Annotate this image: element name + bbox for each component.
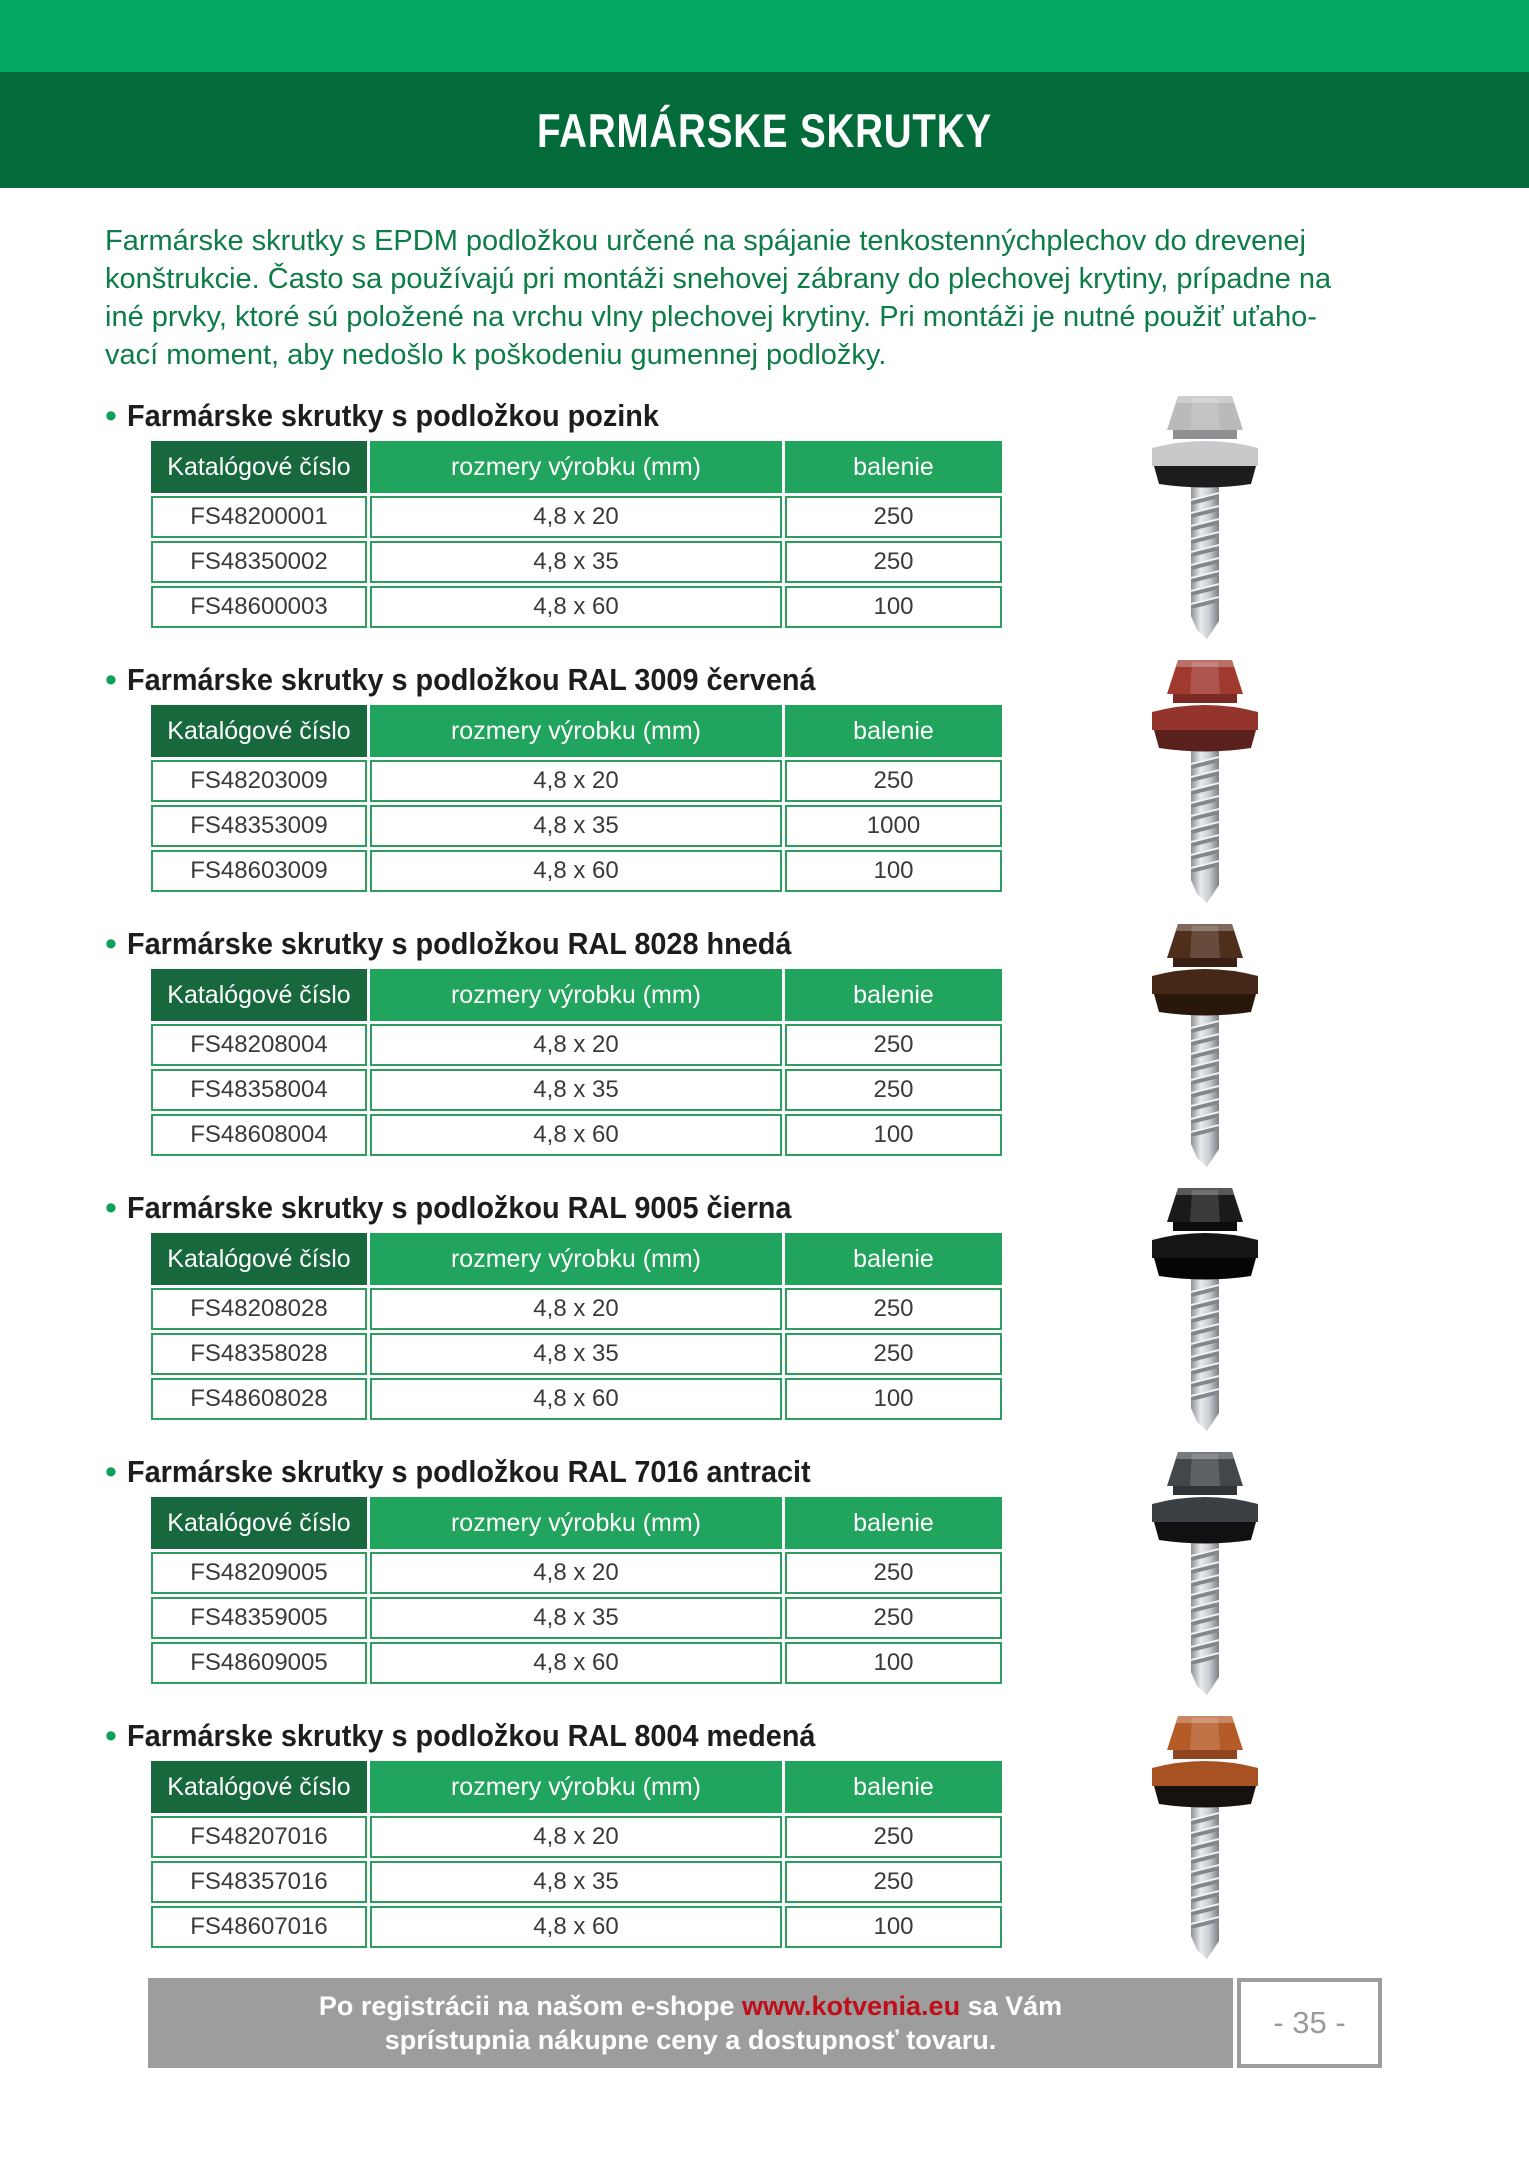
col-header-katalogove-cislo: Katalógové číslo [151,441,367,493]
table-header-row [151,441,1002,493]
catalog-number-cell: FS48358004 [151,1069,367,1111]
section-content [105,1714,995,1958]
packaging-cell: 250 [785,1861,1002,1903]
table-row [151,1024,1002,1066]
product-section [105,394,1529,638]
catalog-number-cell: FS48359005 [151,1597,367,1639]
dimensions-cell: 4,8 x 60 [370,1642,782,1684]
intro-line: Farmárske skrutky s EPDM podložkou určené na spájanie tenkostennýchplechov do drevenej [105,225,1306,257]
col-header-balenie: balenie [785,969,1002,1021]
section-heading-row [105,922,995,966]
catalog-number-cell: FS48208028 [151,1288,367,1330]
col-header-katalogove-cislo: Katalógové číslo [151,1233,367,1285]
intro-line: iné prvky, ktoré sú položené na vrchu vlny plechovej krytiny. Pri montáži je nutné použiť uťaho- [105,301,1317,333]
packaging-cell: 250 [785,1024,1002,1066]
table-row [151,1906,1002,1948]
catalog-number-cell: FS48603009 [151,850,367,892]
section-content [105,922,995,1166]
footer-text: Po registrácii na našom e-shope [318,1991,735,2021]
bullet-icon: • [105,1717,117,1755]
table-header-row [151,705,1002,757]
dimensions-cell: 4,8 x 60 [370,1906,782,1948]
col-header-rozmery-vyrobku: rozmery výrobku (mm) [370,441,782,493]
catalog-number-cell: FS48358028 [151,1333,367,1375]
product-section [105,658,1529,902]
product-table [148,438,1005,631]
col-header-katalogove-cislo: Katalógové číslo [151,969,367,1021]
packaging-cell: 250 [785,1333,1002,1375]
bullet-icon: • [105,397,117,435]
page-title: FARMÁRSKE SKRUTKY [536,103,993,157]
footer-line2: sprístupnia nákupne ceny a dostupnosť tovaru. [384,2025,997,2055]
col-header-balenie: balenie [785,1761,1002,1813]
col-header-rozmery-vyrobku: rozmery výrobku (mm) [370,1233,782,1285]
bullet-icon: • [105,1189,117,1227]
packaging-cell: 100 [785,850,1002,892]
packaging-cell: 100 [785,1642,1002,1684]
table-header-row [151,1497,1002,1549]
section-heading: Farmárske skrutky s podložkou RAL 8004 medená [126,1718,816,1753]
catalog-number-cell: FS48609005 [151,1642,367,1684]
dimensions-cell: 4,8 x 20 [370,1552,782,1594]
dimensions-cell: 4,8 x 35 [370,1861,782,1903]
packaging-cell: 250 [785,1288,1002,1330]
dimensions-cell: 4,8 x 20 [370,1024,782,1066]
section-heading-row [105,1450,995,1494]
table-row [151,1288,1002,1330]
bullet-icon: • [105,1453,117,1491]
screw-ral8004-copper-image [1140,1714,1270,1958]
dimensions-cell: 4,8 x 35 [370,1597,782,1639]
section-content [105,1186,995,1430]
catalog-number-cell: FS48357016 [151,1861,367,1903]
table-row [151,1816,1002,1858]
intro-line: konštrukcie. Často sa používajú pri montáži snehovej zábrany do plechovej krytiny, prípadne na [105,263,1332,295]
table-row [151,586,1002,628]
packaging-cell: 250 [785,1069,1002,1111]
catalog-number-cell: FS48200001 [151,496,367,538]
catalog-number-cell: FS48209005 [151,1552,367,1594]
catalog-number-cell: FS48353009 [151,805,367,847]
col-header-katalogove-cislo: Katalógové číslo [151,705,367,757]
screw-ral8028-brown-image [1140,922,1270,1166]
dimensions-cell: 4,8 x 35 [370,1069,782,1111]
table-header-row [151,1761,1002,1813]
table-row [151,1069,1002,1111]
bullet-icon: • [105,661,117,699]
dimensions-cell: 4,8 x 60 [370,1378,782,1420]
dimensions-cell: 4,8 x 20 [370,1288,782,1330]
section-heading: Farmárske skrutky s podložkou RAL 9005 čierna [126,1190,792,1225]
footer-line1 [319,1989,1062,2023]
product-table [148,1230,1005,1423]
table-row [151,1861,1002,1903]
dimensions-cell: 4,8 x 35 [370,805,782,847]
col-header-balenie: balenie [785,1233,1002,1285]
packaging-cell: 250 [785,1597,1002,1639]
section-heading-row [105,658,995,702]
col-header-katalogove-cislo: Katalógové číslo [151,1761,367,1813]
packaging-cell: 250 [785,496,1002,538]
screw-pozink-image [1140,394,1270,638]
packaging-cell: 1000 [785,805,1002,847]
product-section [105,1450,1529,1694]
page-number: - 35 - [1273,2005,1346,2040]
footer [148,1978,1382,2068]
section-content [105,658,995,902]
dimensions-cell: 4,8 x 60 [370,850,782,892]
dimensions-cell: 4,8 x 35 [370,1333,782,1375]
table-row [151,1642,1002,1684]
dimensions-cell: 4,8 x 60 [370,1114,782,1156]
dimensions-cell: 4,8 x 20 [370,760,782,802]
table-row [151,850,1002,892]
col-header-katalogove-cislo: Katalógové číslo [151,1497,367,1549]
screw-ral3009-red-image [1140,658,1270,902]
intro-paragraph [105,222,1529,374]
col-header-rozmery-vyrobku: rozmery výrobku (mm) [370,705,782,757]
product-section [105,1186,1529,1430]
packaging-cell: 100 [785,1378,1002,1420]
screw-ral9005-black-image [1140,1186,1270,1430]
bullet-icon: • [105,925,117,963]
table-row [151,760,1002,802]
col-header-rozmery-vyrobku: rozmery výrobku (mm) [370,1761,782,1813]
dimensions-cell: 4,8 x 35 [370,541,782,583]
catalog-number-cell: FS48208004 [151,1024,367,1066]
section-content [105,394,995,638]
section-heading: Farmárske skrutky s podložkou RAL 8028 hnedá [126,926,792,961]
table-row [151,1333,1002,1375]
intro-line: vací moment, aby nedošlo k poškodeniu gumennej podložky. [105,339,887,371]
table-row [151,1114,1002,1156]
packaging-cell: 250 [785,1552,1002,1594]
section-heading: Farmárske skrutky s podložkou RAL 3009 červená [126,662,816,697]
col-header-balenie: balenie [785,1497,1002,1549]
dimensions-cell: 4,8 x 20 [370,1816,782,1858]
col-header-balenie: balenie [785,441,1002,493]
packaging-cell: 250 [785,541,1002,583]
product-table [148,702,1005,895]
catalog-number-cell: FS48600003 [151,586,367,628]
screw-ral7016-anthracite-image [1140,1450,1270,1694]
title-banner [0,72,1529,188]
catalog-number-cell: FS48207016 [151,1816,367,1858]
col-header-rozmery-vyrobku: rozmery výrobku (mm) [370,1497,782,1549]
top-accent-strip [0,0,1529,72]
packaging-cell: 250 [785,1816,1002,1858]
catalog-number-cell: FS48350002 [151,541,367,583]
col-header-balenie: balenie [785,705,1002,757]
section-heading-row [105,1186,995,1230]
section-heading-row [105,1714,995,1758]
dimensions-cell: 4,8 x 20 [370,496,782,538]
table-row [151,541,1002,583]
eshop-link[interactable]: www.kotvenia.eu [742,1991,961,2021]
dimensions-cell: 4,8 x 60 [370,586,782,628]
packaging-cell: 100 [785,1114,1002,1156]
product-table [148,1494,1005,1687]
section-heading-row [105,394,995,438]
catalog-number-cell: FS48607016 [151,1906,367,1948]
table-row [151,1378,1002,1420]
section-heading: Farmárske skrutky s podložkou pozink [126,398,659,433]
table-header-row [151,1233,1002,1285]
section-heading: Farmárske skrutky s podložkou RAL 7016 antracit [126,1454,811,1489]
product-section [105,1714,1529,1958]
packaging-cell: 100 [785,1906,1002,1948]
packaging-cell: 250 [785,760,1002,802]
table-header-row [151,969,1002,1021]
page-number-box [1237,1978,1382,2068]
footer-text: sa Vám [967,1991,1063,2021]
section-content [105,1450,995,1694]
table-row [151,805,1002,847]
catalog-number-cell: FS48608004 [151,1114,367,1156]
product-table [148,1758,1005,1951]
product-sections [105,394,1529,1958]
packaging-cell: 100 [785,586,1002,628]
catalog-number-cell: FS48203009 [151,760,367,802]
col-header-rozmery-vyrobku: rozmery výrobku (mm) [370,969,782,1021]
table-row [151,1597,1002,1639]
catalog-number-cell: FS48608028 [151,1378,367,1420]
table-row [151,1552,1002,1594]
footer-registration-banner [148,1978,1233,2068]
table-row [151,496,1002,538]
product-table [148,966,1005,1159]
product-section [105,922,1529,1166]
